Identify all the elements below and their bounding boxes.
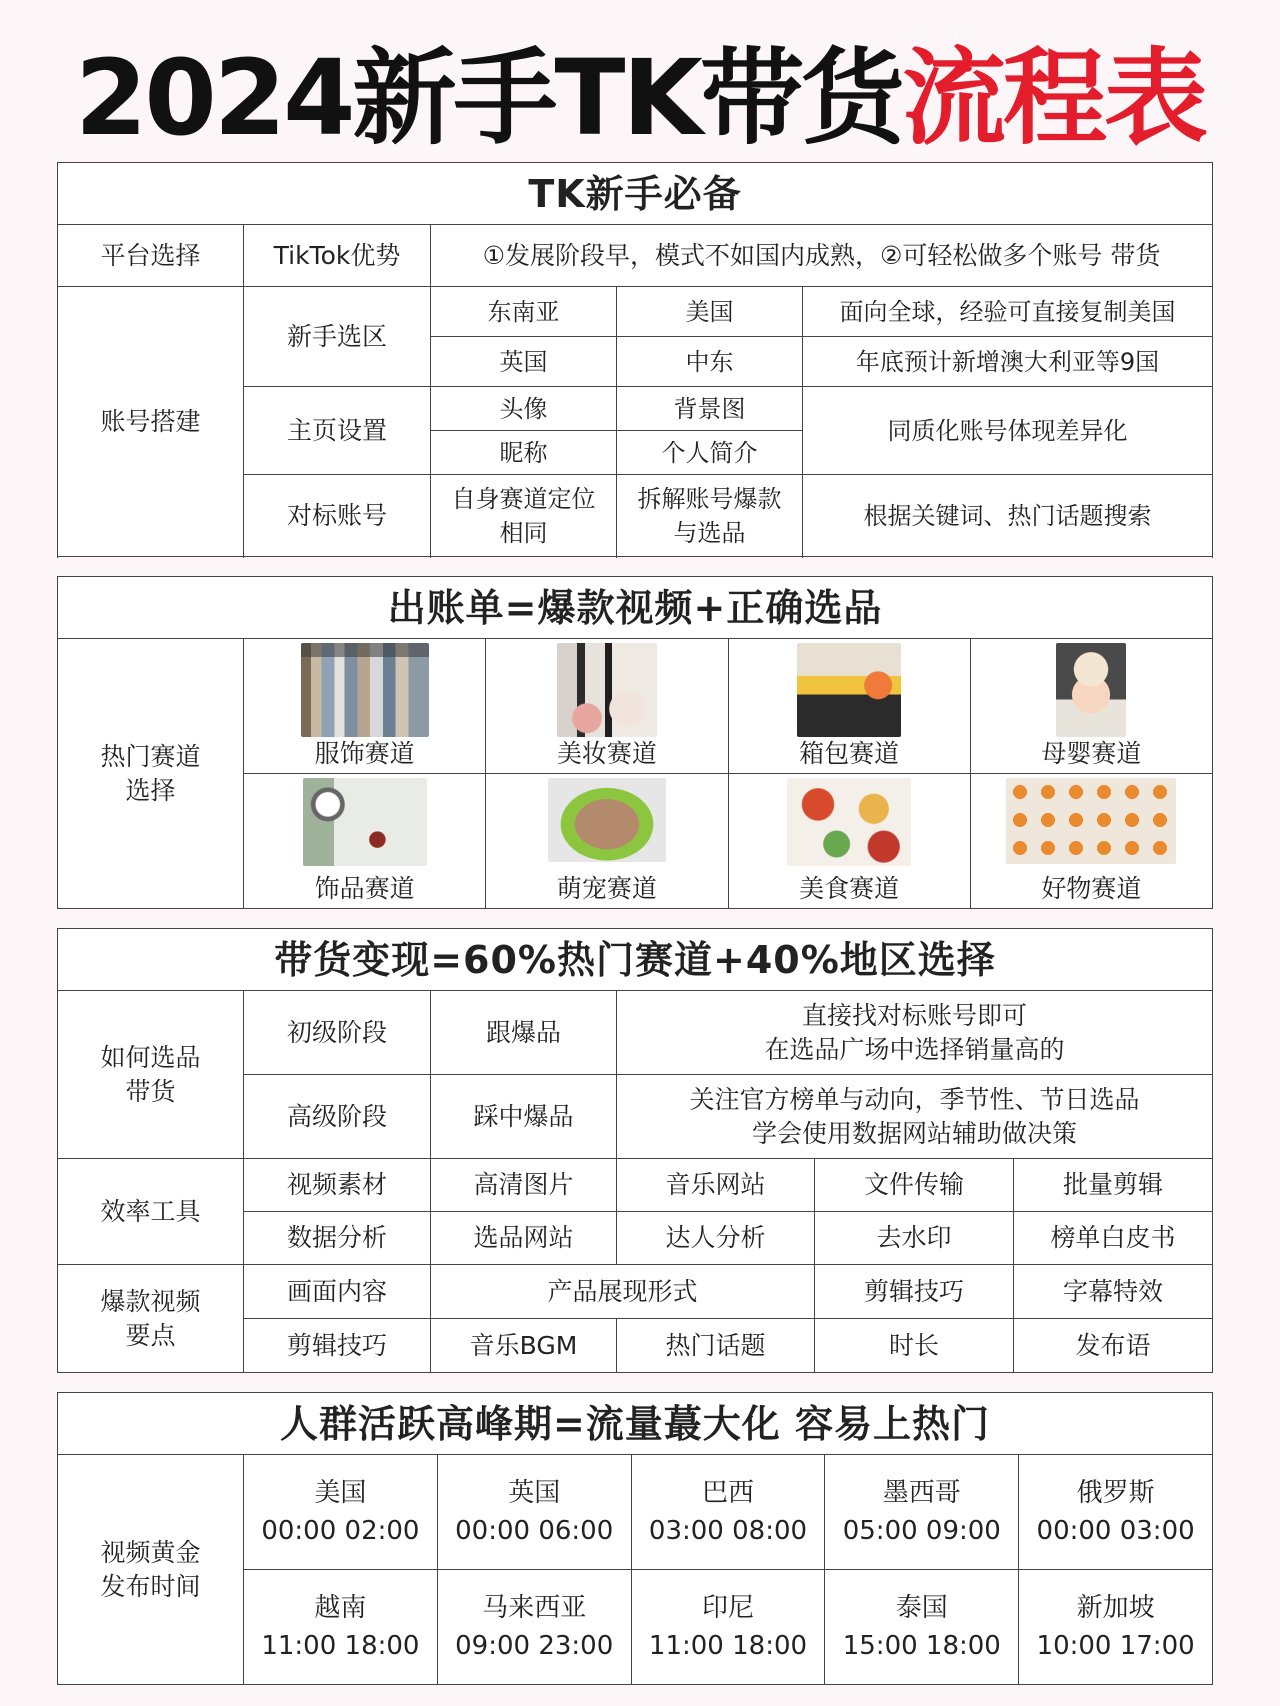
track-cell-baby bbox=[970, 639, 1212, 774]
pet-photo bbox=[548, 778, 666, 862]
account-setup-label: 账号搭建 bbox=[58, 287, 244, 557]
tool-item: 视频素材 bbox=[244, 1159, 431, 1212]
food-photo bbox=[787, 778, 911, 866]
track-cell-jewelry bbox=[244, 774, 486, 909]
region-cell: 英国 bbox=[431, 337, 617, 387]
tool-item: 榜单白皮书 bbox=[1014, 1212, 1213, 1265]
tool-item: 去水印 bbox=[815, 1212, 1014, 1265]
country-name: 印尼 bbox=[701, 1593, 754, 1623]
track-name: 母婴赛道 bbox=[1041, 739, 1142, 768]
homepage-item: 头像 bbox=[431, 387, 617, 431]
stage-note-line: 在选品广场中选择销量高的 bbox=[764, 1034, 1065, 1064]
title-main: 2024新手TK带货 bbox=[74, 37, 902, 159]
time-range: 03:00 08:00 bbox=[648, 1516, 808, 1546]
track-name: 饰品赛道 bbox=[314, 874, 415, 903]
time-cell bbox=[1019, 1455, 1213, 1570]
stage-note-line: 关注官方榜单与动向，季节性、节日选品 bbox=[689, 1084, 1140, 1114]
makeup-photo bbox=[557, 643, 657, 737]
stage-method: 踩中爆品 bbox=[431, 1075, 617, 1159]
stage-method: 跟爆品 bbox=[431, 991, 617, 1075]
time-range: 00:00 06:00 bbox=[455, 1516, 614, 1546]
track-name: 服饰赛道 bbox=[314, 739, 415, 768]
track-cell-clothing bbox=[244, 639, 486, 774]
country-name: 新加坡 bbox=[1076, 1593, 1155, 1623]
section-header: 带货变现=60%热门赛道+40%地区选择 bbox=[58, 929, 1213, 991]
goods-photo bbox=[1006, 778, 1176, 864]
time-cell bbox=[825, 1455, 1019, 1570]
section-monetization bbox=[57, 928, 1213, 1372]
homepage-note: 同质化账号体现差异化 bbox=[803, 387, 1213, 475]
stage-note bbox=[617, 991, 1213, 1075]
time-cell bbox=[244, 1455, 438, 1570]
country-name: 俄罗斯 bbox=[1076, 1478, 1155, 1508]
section-tk-basics bbox=[57, 162, 1213, 556]
country-name: 马来西亚 bbox=[482, 1593, 587, 1623]
point-item: 发布语 bbox=[1014, 1319, 1213, 1373]
region-cell: 美国 bbox=[617, 287, 803, 337]
homepage-item: 个人简介 bbox=[617, 431, 803, 475]
region-note: 面向全球，经验可直接复制美国 bbox=[803, 287, 1213, 337]
time-cell bbox=[825, 1570, 1019, 1685]
country-name: 越南 bbox=[314, 1593, 367, 1623]
time-range: 11:00 18:00 bbox=[261, 1631, 420, 1661]
track-name: 好物赛道 bbox=[1041, 874, 1142, 903]
point-item: 热门话题 bbox=[617, 1319, 815, 1373]
time-range: 05:00 09:00 bbox=[842, 1516, 1001, 1546]
region-cell: 东南亚 bbox=[431, 287, 617, 337]
time-cell bbox=[631, 1570, 825, 1685]
section-header: 人群活跃高峰期=流量蕞大化 容易上热门 bbox=[58, 1393, 1213, 1455]
time-cell bbox=[244, 1570, 438, 1685]
time-range: 10:00 17:00 bbox=[1036, 1631, 1195, 1661]
stage-note-line: 直接找对标账号即可 bbox=[801, 1000, 1027, 1030]
time-range: 15:00 18:00 bbox=[842, 1631, 1001, 1661]
homepage-item: 背景图 bbox=[617, 387, 803, 431]
point-item: 剪辑技巧 bbox=[244, 1319, 431, 1373]
benchmark-item: 自身赛道定位相同 bbox=[431, 475, 617, 557]
track-cell-goods bbox=[970, 774, 1212, 909]
tools-label: 效率工具 bbox=[58, 1159, 244, 1265]
country-name: 巴西 bbox=[701, 1478, 754, 1508]
tool-item: 文件传输 bbox=[815, 1159, 1014, 1212]
section-peak-time bbox=[57, 1392, 1213, 1684]
track-cell-pet bbox=[486, 774, 728, 909]
time-range: 00:00 03:00 bbox=[1036, 1516, 1195, 1546]
region-note: 年底预计新增澳大利亚等9国 bbox=[803, 337, 1213, 387]
bag-photo bbox=[797, 643, 901, 737]
country-name: 英国 bbox=[508, 1478, 561, 1508]
tiktok-label: TikTok优势 bbox=[244, 225, 431, 287]
viral-points-label: 爆款视频要点 bbox=[58, 1265, 244, 1373]
country-name: 美国 bbox=[314, 1478, 367, 1508]
country-name: 泰国 bbox=[895, 1593, 948, 1623]
baby-photo bbox=[1056, 643, 1126, 737]
stage-note bbox=[617, 1075, 1213, 1159]
track-name: 箱包赛道 bbox=[799, 739, 900, 768]
track-cell-makeup bbox=[486, 639, 728, 774]
country-name: 墨西哥 bbox=[882, 1478, 961, 1508]
section-header: 出账单=爆款视频+正确选品 bbox=[58, 577, 1213, 639]
page-title bbox=[0, 38, 1280, 158]
select-product-label: 如何选品带货 bbox=[58, 991, 244, 1159]
section-hot-tracks bbox=[57, 576, 1213, 908]
track-name: 美妆赛道 bbox=[556, 739, 657, 768]
clothing-photo bbox=[301, 643, 429, 737]
point-item: 字幕特效 bbox=[1014, 1265, 1213, 1319]
point-item: 剪辑技巧 bbox=[815, 1265, 1014, 1319]
stage-label: 高级阶段 bbox=[244, 1075, 431, 1159]
section-header: TK新手必备 bbox=[58, 163, 1213, 225]
time-cell bbox=[437, 1455, 631, 1570]
point-item: 时长 bbox=[815, 1319, 1014, 1373]
point-item: 产品展现形式 bbox=[431, 1265, 815, 1319]
hot-track-label: 热门赛道选择 bbox=[58, 639, 244, 909]
tool-item: 数据分析 bbox=[244, 1212, 431, 1265]
homepage-item: 昵称 bbox=[431, 431, 617, 475]
time-range: 00:00 02:00 bbox=[261, 1516, 420, 1546]
tool-item: 达人分析 bbox=[617, 1212, 815, 1265]
track-name: 萌宠赛道 bbox=[556, 874, 657, 903]
region-label: 新手选区 bbox=[244, 287, 431, 387]
track-cell-food bbox=[728, 774, 970, 909]
time-cell bbox=[1019, 1570, 1213, 1685]
stage-label: 初级阶段 bbox=[244, 991, 431, 1075]
jewelry-photo bbox=[303, 778, 427, 866]
point-item: 画面内容 bbox=[244, 1265, 431, 1319]
time-range: 09:00 23:00 bbox=[455, 1631, 614, 1661]
homepage-label: 主页设置 bbox=[244, 387, 431, 475]
time-cell bbox=[631, 1455, 825, 1570]
title-highlight: 流程表 bbox=[901, 37, 1205, 159]
platform-label: 平台选择 bbox=[58, 225, 244, 287]
tool-item: 批量剪辑 bbox=[1014, 1159, 1213, 1212]
golden-time-label: 视频黄金发布时间 bbox=[58, 1455, 244, 1685]
stage-note-line: 学会使用数据网站辅助做决策 bbox=[751, 1118, 1077, 1148]
point-item: 音乐BGM bbox=[431, 1319, 617, 1373]
time-cell bbox=[437, 1570, 631, 1685]
time-range: 11:00 18:00 bbox=[648, 1631, 808, 1661]
tiktok-advantage-text: ①发展阶段早，模式不如国内成熟，②可轻松做多个账号 带货 bbox=[431, 225, 1213, 287]
track-cell-bag bbox=[728, 639, 970, 774]
benchmark-item: 拆解账号爆款与选品 bbox=[617, 475, 803, 557]
tool-item: 高清图片 bbox=[431, 1159, 617, 1212]
benchmark-note: 根据关键词、热门话题搜索 bbox=[803, 475, 1213, 557]
tool-item: 音乐网站 bbox=[617, 1159, 815, 1212]
benchmark-label: 对标账号 bbox=[244, 475, 431, 557]
tool-item: 选品网站 bbox=[431, 1212, 617, 1265]
region-cell: 中东 bbox=[617, 337, 803, 387]
track-name: 美食赛道 bbox=[799, 874, 900, 903]
